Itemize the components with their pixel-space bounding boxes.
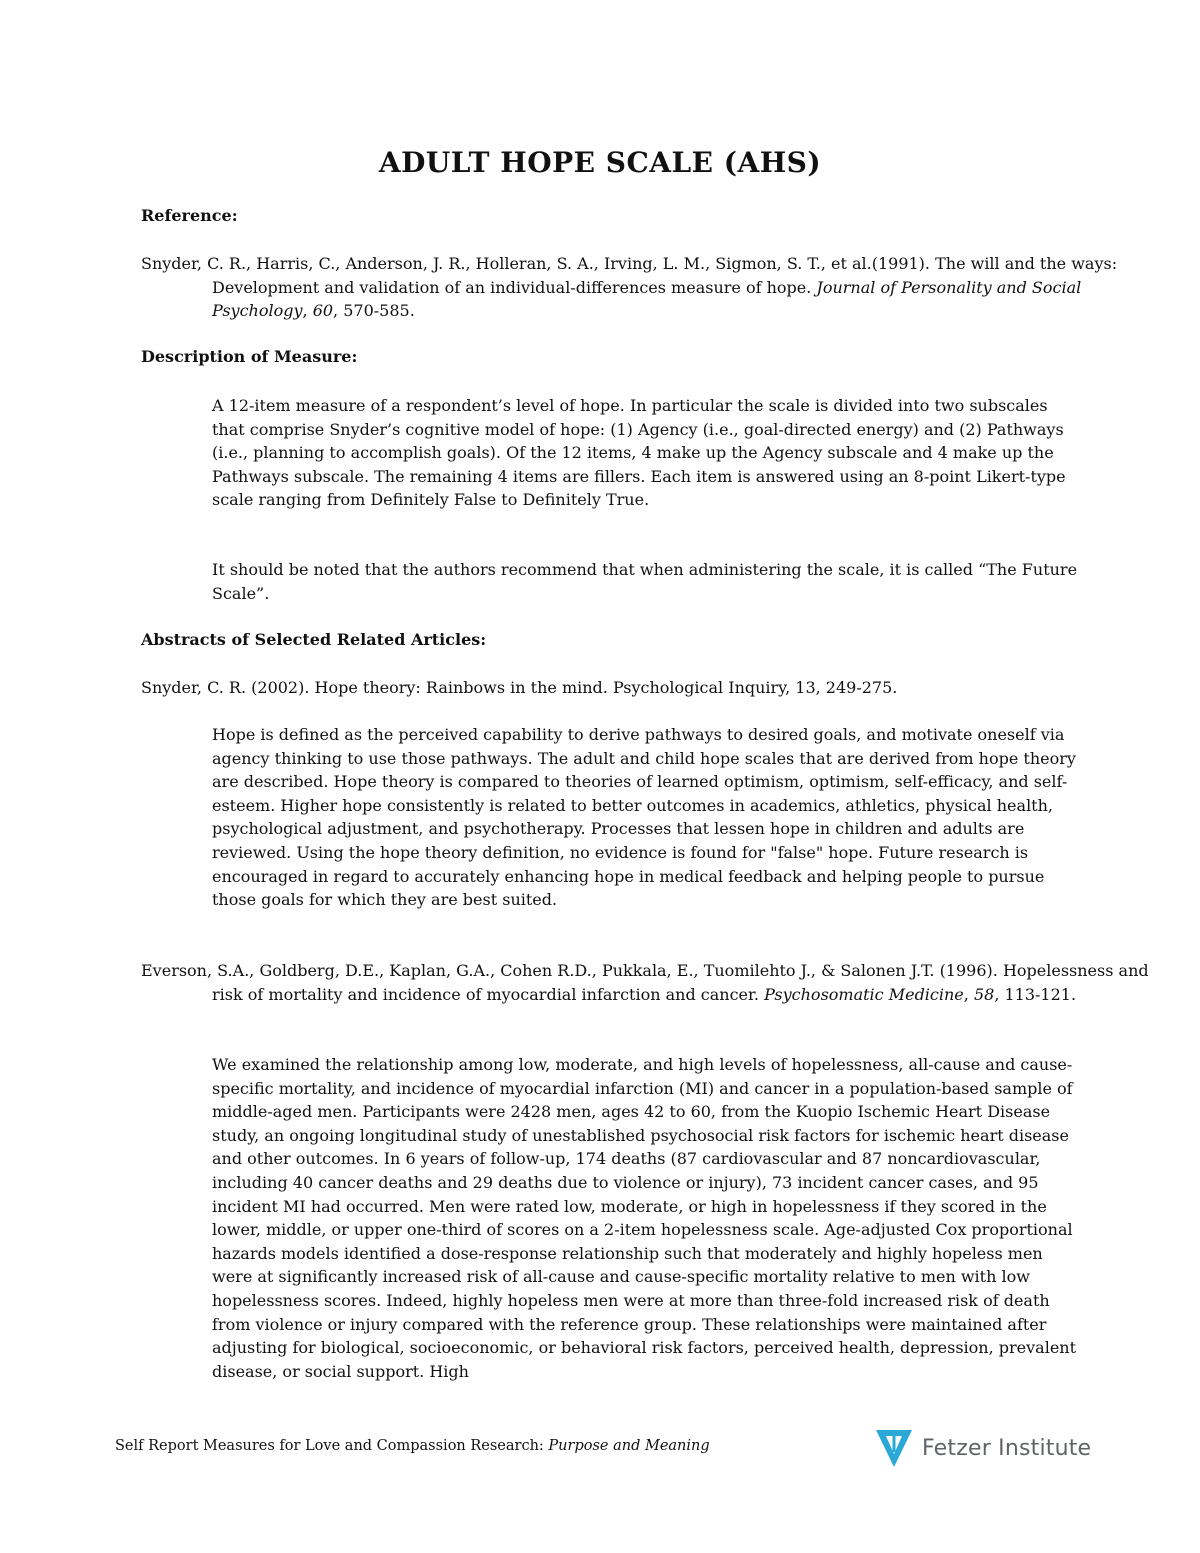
reference-citation: Snyder, C. R., Harris, C., Anderson, J. R., Holleran, S. A., Irving, L. M., Sigmon, S. T., et al.(1991). The will and the ways: Development and validation of an individual-differences measure of hope. Journal of Personality and Social Psychology, 60, 570-585. <box>141 254 1118 321</box>
description-heading: Description of Measure: <box>141 347 358 366</box>
article2-volume: 58 <box>973 984 995 1004</box>
reference-volume: 60 <box>312 301 334 321</box>
abstracts-heading: Abstracts of Selected Related Articles: <box>141 630 487 649</box>
article2-journal: Psychosomatic Medicine <box>764 984 964 1004</box>
footer-italic: Purpose and Meaning <box>548 1438 710 1454</box>
document-title: ADULT HOPE SCALE (AHS) <box>378 146 822 179</box>
description-paragraph-1: A 12-item measure of a respondent’s level of hope. In particular the scale is divided into two subscales that comprise Snyder’s cognitive model of hope: (1) Agency (i.e., goal-directed energy) and (2) Pathways (i.e., planning to accomplish goals). Of the 12 items, 4 make up the Agency subscale and 4 make up the Pathways subscale. The remaining 4 items are fillers. Each item is answered using an 8-point Likert-type scale ranging from Definitely False to Definitely True. <box>212 396 1066 510</box>
article1-abstract: Hope is defined as the perceived capability to derive pathways to desired goals, and motivate oneself via agency thinking to use those pathways. The adult and child hope scales that are derived from hope theory are described. Hope theory is compared to theories of learned optimism, optimism, self-efficacy, and self-esteem. Higher hope consistently is related to better outcomes in academics, athletics, physical health, psychological adjustment, and psychotherapy. Processes that lessen hope in children and adults are reviewed. Using the hope theory definition, no evidence is found for "false" hope. Future research is encouraged in regard to accurately enhancing hope in medical feedback and helping people to pursue those goals for which they are best suited. <box>212 725 1076 910</box>
article2-citation-text: Everson, S.A., Goldberg, D.E., Kaplan, G.A., Cohen R.D., Pukkala, E., Tuomilehto J., & Salonen J.T. (1996). Hopelessness and risk of mortality and incidence of myocardial infarction and cancer. <box>141 961 1149 1004</box>
fetzer-logo-text: Fetzer Institute <box>922 1435 1092 1461</box>
reference-citation-text: Snyder, C. R., Harris, C., Anderson, J. R., Holleran, S. A., Irving, L. M., Sigmon, S. T., et al.(1991). The will and the ways: Development and validation of an individual-differences measure of hope. <box>141 254 1118 297</box>
article2-pages: , 113-121. <box>994 984 1077 1004</box>
reference-heading: Reference: <box>141 206 238 225</box>
reference-journal: Journal of Personality and Social Psychology <box>212 277 1082 321</box>
reference-pages: , 570-585. <box>333 301 415 321</box>
fetzer-logo <box>876 1428 1091 1468</box>
footer-caption: Self Report Measures for Love and Compassion Research: Purpose and Meaning <box>115 1438 710 1454</box>
description-paragraph-2: It should be noted that the authors recommend that when administering the scale, it is called “The Future Scale”. <box>212 560 1078 603</box>
article2-abstract: We examined the relationship among low, moderate, and high levels of hopelessness, all-cause and cause-specific mortality, and incidence of myocardial infarction (MI) and cancer in a population-based sample of middle-aged men. Participants were 2428 men, ages 42 to 60, from the Kuopio Ischemic Heart Disease study, an ongoing longitudinal study of unestablished psychosocial risk factors for ischemic heart disease and other outcomes. In 6 years of follow-up, 174 deaths (87 cardiovascular and 87 noncardiovascular, including 40 cancer deaths and 29 deaths due to violence or injury), 73 incident cancer cases, and 95 incident MI had occurred. Men were rated low, moderate, or high in hopelessness if they scored in the lower, middle, or upper one-third of scores on a 2-item hopelessness scale. Age-adjusted Cox proportional hazards models identified a dose-response relationship such that moderately and highly hopeless men were at significantly increased risk of all-cause and cause-specific mortality relative to men with low hopelessness scores. Indeed, highly hopeless men were at more than three-fold increased risk of death from violence or injury compared with the reference group. These relationships were maintained after adjusting for biological, socioeconomic, or behavioral risk factors, perceived health, depression, prevalent disease, or social support. High <box>212 1055 1077 1381</box>
fetzer-logo-icon <box>876 1428 912 1468</box>
article1-citation: Snyder, C. R. (2002). Hope theory: Rainbows in the mind. Psychological Inquiry, 13, 249-275. <box>141 678 898 697</box>
article2-citation: Everson, S.A., Goldberg, D.E., Kaplan, G.A., Cohen R.D., Pukkala, E., Tuomilehto J., & Salonen J.T. (1996). Hopelessness and risk of mortality and incidence of myocardial infarction and cancer. Psychosomatic Medicine, 58, 113-121. <box>141 961 1149 1004</box>
